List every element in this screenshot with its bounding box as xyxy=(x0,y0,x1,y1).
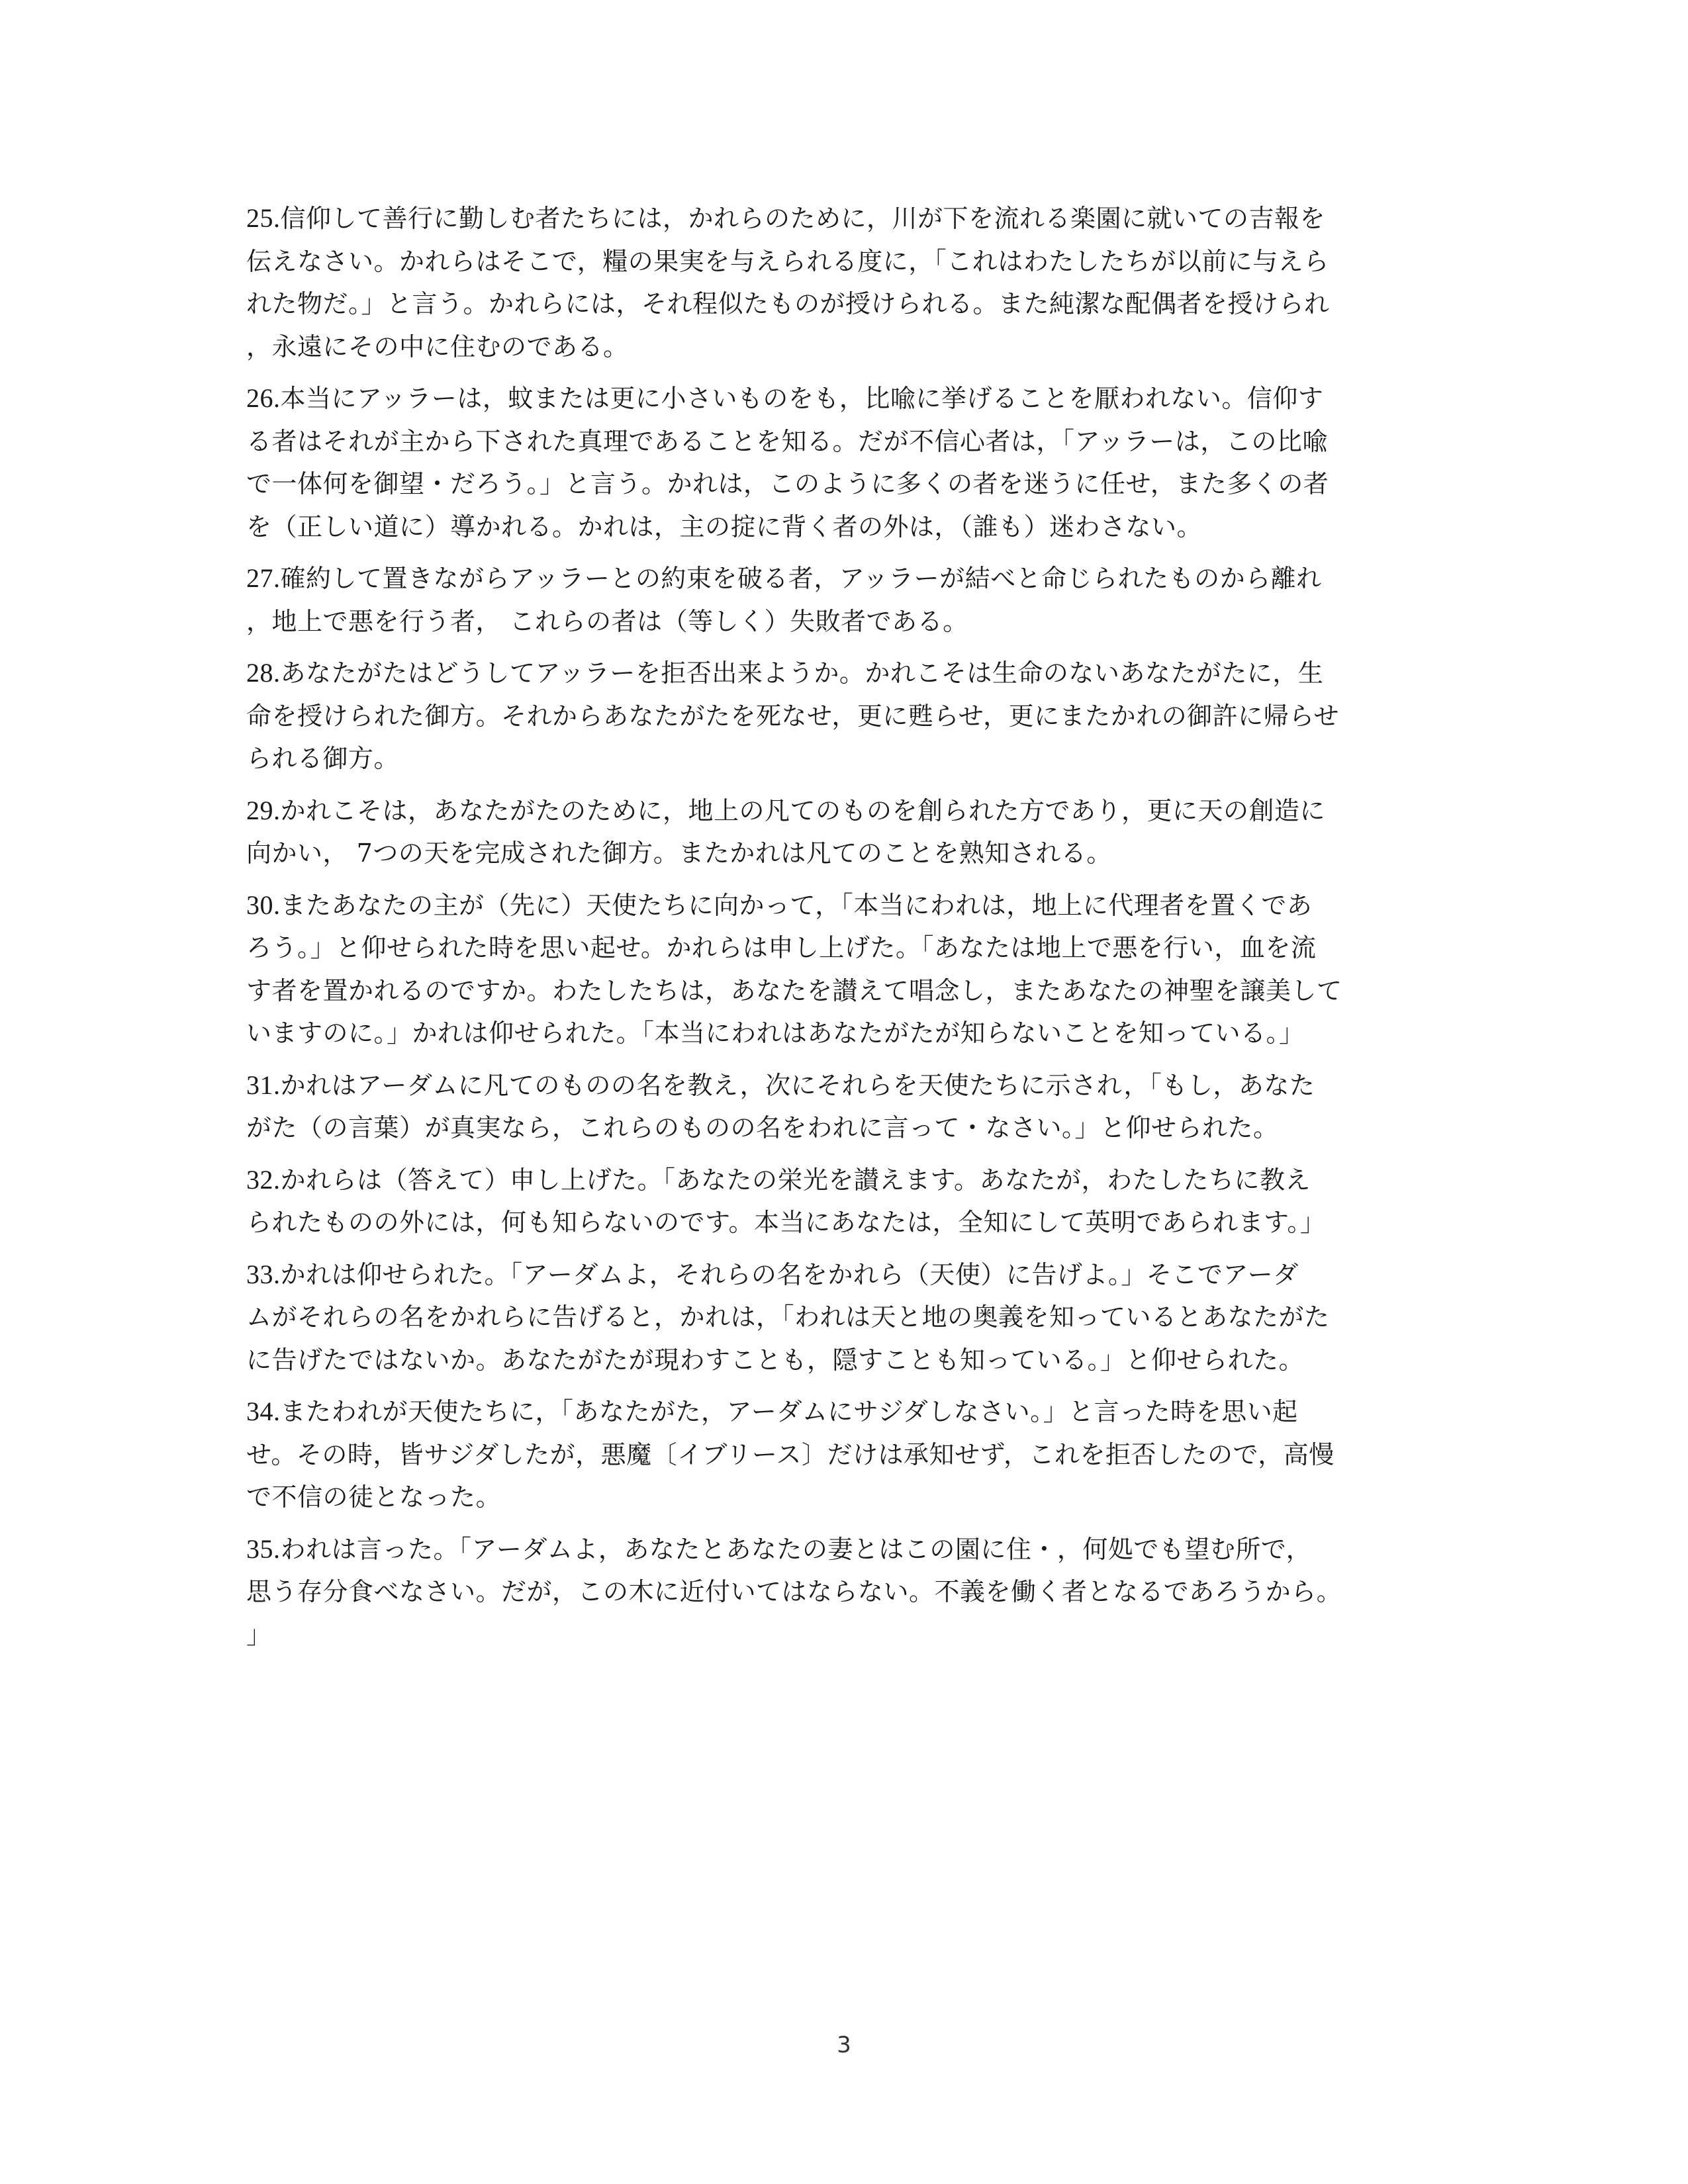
verse-number: 34. xyxy=(246,1396,281,1426)
verse-number: 26. xyxy=(246,383,281,413)
verse-text: かれは仰せられた。「アーダムよ，それらの名をかれら（天使）に告げよ。」そこでアーダ ムがそれらの名をかれらに告げると，かれは，「われは天と地の奥義を知っているとあなたがた に告げたではないか。あなたがたが現わすことも，隠すことも知っている。」と仰せられた。 xyxy=(246,1259,1330,1375)
verse-number: 27. xyxy=(246,563,281,593)
verse-text: かれらは（答えて）申し上げた。「あなたの栄光を讃えます。あなたが，わたしたちに教え られたものの外には，何も知らないのです。本当にあなたは，全知にして英明であられます。」 xyxy=(246,1165,1326,1237)
verse-30 xyxy=(246,884,1438,1055)
verse-27 xyxy=(246,557,1438,643)
verse-31 xyxy=(246,1064,1438,1150)
verse-number: 33. xyxy=(246,1259,281,1289)
verse-35 xyxy=(246,1528,1438,1657)
verse-text: 確約して置きながらアッラーとの約束を破る者，アッラーが結べと命じられたものから離れ ，地上で悪を行う者， これらの者は（等しく）失敗者である。 xyxy=(246,564,1322,636)
verse-28 xyxy=(246,652,1438,780)
verse-number: 28. xyxy=(246,658,281,688)
verse-number: 29. xyxy=(246,795,281,825)
verse-number: 32. xyxy=(246,1164,281,1195)
verse-text: かれこそは，あなたがたのために，地上の凡てのものを創られた方であり，更に天の創造に 向かい， 7つの天を完成された御方。またかれは凡てのことを熟知される。 xyxy=(246,796,1326,868)
verse-text: 信仰して善行に勤しむ者たちには，かれらのために，川が下を流れる楽園に就いての吉報を 伝えなさい。かれらはそこで，糧の果実を与えられる度に，「これはわたしたちが以前に与えら れた物だ。」と言う。かれらには，それ程似たものが授けられる。また純潔な配偶者を授けられ ，永遠にその中に住むのである。 xyxy=(246,204,1330,361)
verse-text: またあなたの主が（先に）天使たちに向かって，「本当にわれは，地上に代理者を置くであ ろう。」と仰せられた時を思い起せ。かれらは申し上げた。「あなたは地上で悪を行い，血を流 す者を置かれるのですか。わたしたちは，あなたを讃えて唱念し，またあなたの神聖を譲美して いますのに。」かれは仰せられた。「本当にわれはあなたがたが知らないことを知っている。」 xyxy=(246,890,1342,1048)
verse-number: 30. xyxy=(246,889,281,920)
verse-text: われは言った。「アーダムよ，あなたとあなたの妻とはこの園に住・，何処でも望む所で， 思う存分食べなさい。だが，この木に近付いてはならない。不義を働く者となるであろうから。 」 xyxy=(246,1534,1342,1649)
verse-32 xyxy=(246,1159,1438,1244)
verse-number: 25. xyxy=(246,203,281,233)
verse-number: 35. xyxy=(246,1533,281,1564)
verse-list xyxy=(246,197,1438,1665)
verse-number: 31. xyxy=(246,1069,281,1100)
page-number: 3 xyxy=(837,2032,851,2058)
verse-text: またわれが天使たちに，「あなたがた，アーダムにサジダしなさい。」と言った時を思い起 せ。その時，皆サジダしたが，悪魔〔イブリース〕だけは承知せず，これを拒否したので，高慢 で不信の徒となった。 xyxy=(246,1397,1335,1512)
verse-25 xyxy=(246,197,1438,368)
verse-33 xyxy=(246,1253,1438,1382)
verse-text: 本当にアッラーは，蚊または更に小さいものをも，比喩に挙げることを厭われない。信仰す る者はそれが主から下された真理であることを知る。だが不信心者は，「アッラーは，この比喩 で一体何を御望・だろう。」と言う。かれは，このように多くの者を迷うに任せ，また多くの者 を（正しい道に）導かれる。かれは，主の掟に背く者の外は，（誰も）迷わさない。 xyxy=(246,384,1329,541)
verse-29 xyxy=(246,790,1438,875)
verse-text: あなたがたはどうしてアッラーを拒否出来ようか。かれこそは生命のないあなたがたに，生 命を授けられた御方。それからあなたがたを死なせ，更に甦らせ，更にまたかれの御許に帰らせ られる御方。 xyxy=(246,659,1339,773)
verse-26 xyxy=(246,377,1438,548)
verse-text: かれはアーダムに凡てのものの名を教え，次にそれらを天使たちに示され，「もし，あなた がた（の言葉）が真実なら，これらのものの名をわれに言って・なさい。」と仰せられた。 xyxy=(246,1070,1315,1142)
verse-34 xyxy=(246,1390,1438,1519)
